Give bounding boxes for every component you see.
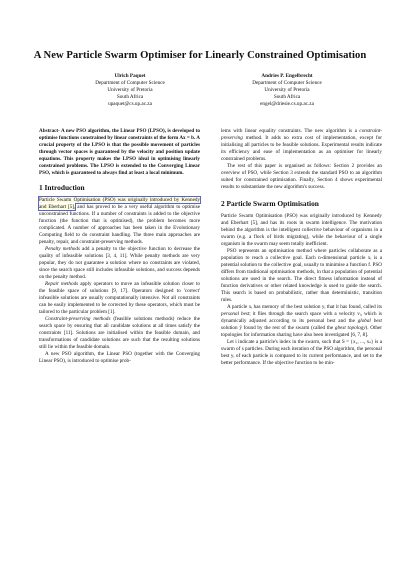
right-column (221, 128, 382, 367)
emphasis-text: Constraint-preserving methods (45, 316, 111, 322)
left-column (39, 128, 200, 365)
abstract (39, 128, 200, 177)
body-text: ; it flies through the search space with a velocity vᵢ, which is dynamically adjusted according to its personal best and the (221, 311, 382, 324)
body-text: method. It adds no extra cost of implementation, except for initialising all particles to be feasible solutions. Experimental results indicate its efficiency and ease of implementation as an optimiser for linearly constrained problems. (221, 135, 382, 162)
body-text: A particle xᵢ has memory of the best solution yᵢ that it has found, called its (227, 304, 382, 310)
intro-paragraph-2 (39, 246, 200, 281)
abstract-label: Abstract- (39, 128, 60, 134)
emphasis-text: global best (357, 318, 382, 324)
author-country: South Africa (273, 94, 301, 101)
author-univ: University of Pretoria (107, 87, 153, 94)
author-name: Ulrich Paquet (114, 73, 146, 79)
emphasis-text: personal best (221, 311, 250, 317)
abstract-text: A new PSO algorithm, the Linear PSO (LPSO), is developed to optimise functions constrained by linear constraints of the form Ax = b. A crucial property of the LPSO is that the possible movement of particles through vector spaces is guaranteed by the velocity and position update equations. This property makes the LPSO ideal in optimising linearly constrained problems. The LPSO is extended to the Converging Linear PSO, which is guaranteed to always find at least a local minimum. (39, 128, 200, 176)
highlighted-text[interactable]: Particle Swarm Optimisation (PSO) was originally introduced by Kennedy and Eberhart [5], (39, 197, 200, 210)
pso-paragraph-3 (221, 304, 382, 339)
intro-text: (feasible solutions methods) reduce the search space by ensuring that all candidate solutions at all times satisfy the constraints [11]. Solutions are initialised within the feasible domain, and transformations of candidate solutions are such that the resulting solutions still lie within the feasible domain. (39, 316, 201, 350)
author-email: upaquet@cs.up.ac.za (108, 101, 152, 108)
intro-text: apply operators to move an infeasible solution closer to the feasible space of solutions [9, 17]. Operators designed to 'correct' infeasible solutions are usually computationally intensive. Not all constraints can be easily implemented to be corrected by these operators, which must be tailored to the particular problem [1]. (39, 281, 200, 315)
intro-text: and has proved to be a very useful algorithm to optimise unconstrained functions. If a number of constraints is added to the objective function (the function that is optimised), the problem becomes more complicated. A number of approaches has been taken in the Evolutionary Computing field to do constraint handling. The three main approaches are penalty, repair, and constraint-preserving methods. (39, 204, 200, 245)
body-text: solution ŷ found by the rest of the swarm (called the (221, 325, 334, 331)
author-dept: Department of Computer Science (95, 80, 165, 87)
intro-text: add a penalty to the objective function to decrease the quality of infeasible solutions [3, 4, 11]. While penalty methods are very popular, they do not guarantee a solution where no constraints are violated, since the search space still includes infeasible solutions, and success depends on the penalty method. (39, 246, 200, 280)
organisation-paragraph: The rest of this paper is organised as follows: Section 2 provides an overview of PSO, while Section 3 extends the standard PSO to an algorithm suited for constrained optimisation. Finally, Section 4 shows experimental results to substantiate the new algorithm's success. (221, 163, 382, 190)
body-text: lems with linear equality constraints. The new algorithm is a (221, 128, 357, 134)
intro-paragraph-3 (39, 281, 200, 316)
paper-title: A New Particle Swarm Optimiser for Linearly Constrained Optimisation (33, 50, 367, 61)
author-block-1 (55, 73, 205, 108)
section-heading-pso: 2 Particle Swarm Optimisation (221, 199, 319, 208)
emphasis-text: Penalty methods (45, 246, 80, 252)
pso-paragraph-4: Let i indicate a particle's index in the swarm, such that S = {x₁, ..., xₛ} is a swarm of s particles. During each iteration of the PSO algorithm, the personal best yᵢ of each particle is compared to its current performance, and set to the better performance. If the objective function to be min- (221, 339, 382, 366)
pso-paragraph-1: Particle Swarm Optimisation (PSO) was originally introduced by Kennedy and Eberhart [5], and has its roots in swarm intelligence. The motivation behind the algorithm is the intelligent collective behaviour of organisms in a swarm (e.g. a flock of birds migrating), while the behaviour of a single organism in the swarm may seem totally inefficient. (221, 213, 382, 247)
author-country: South Africa (116, 94, 144, 101)
author-name: Andries P. Engelbrecht (261, 73, 313, 79)
intro-paragraph-5: A new PSO algorithm, the Linear PSO (together with the Converging Linear PSO), is introduced to optimise prob- (39, 351, 200, 364)
pso-paragraph-2: PSO represents an optimisation method where particles collaborate as a population to reach a collective goal. Each n-dimensional particle xᵢ is a potential solution to the collective goal, usually to minimise a function f. PSO differs from traditional optimisation methods, in that a population of potential solutions are used in the search. The direct fitness information instead of function derivatives or other related knowledge is used to guide the search. This search is based on probabilistic, rather than deterministic, transition rules. (221, 248, 382, 303)
intro-paragraph-1 (39, 197, 200, 246)
emphasis-text: Repair methods (45, 281, 79, 287)
intro-paragraph-4 (39, 316, 200, 351)
body-text: ). Other topologies for information sharing have also been investigated [6, 7, 8]. (221, 325, 382, 338)
author-email: engel@driesie.cs.up.ac.za (260, 101, 314, 108)
intro-continuation (221, 128, 382, 163)
author-dept: Department of Computer Science (252, 80, 322, 87)
emphasis-text: gbest topology (334, 325, 366, 331)
section-heading-introduction: 1 Introduction (39, 183, 85, 192)
emphasis-text: constraint-preserving (221, 128, 382, 141)
author-univ: University of Pretoria (264, 87, 310, 94)
author-block-2 (212, 73, 362, 108)
